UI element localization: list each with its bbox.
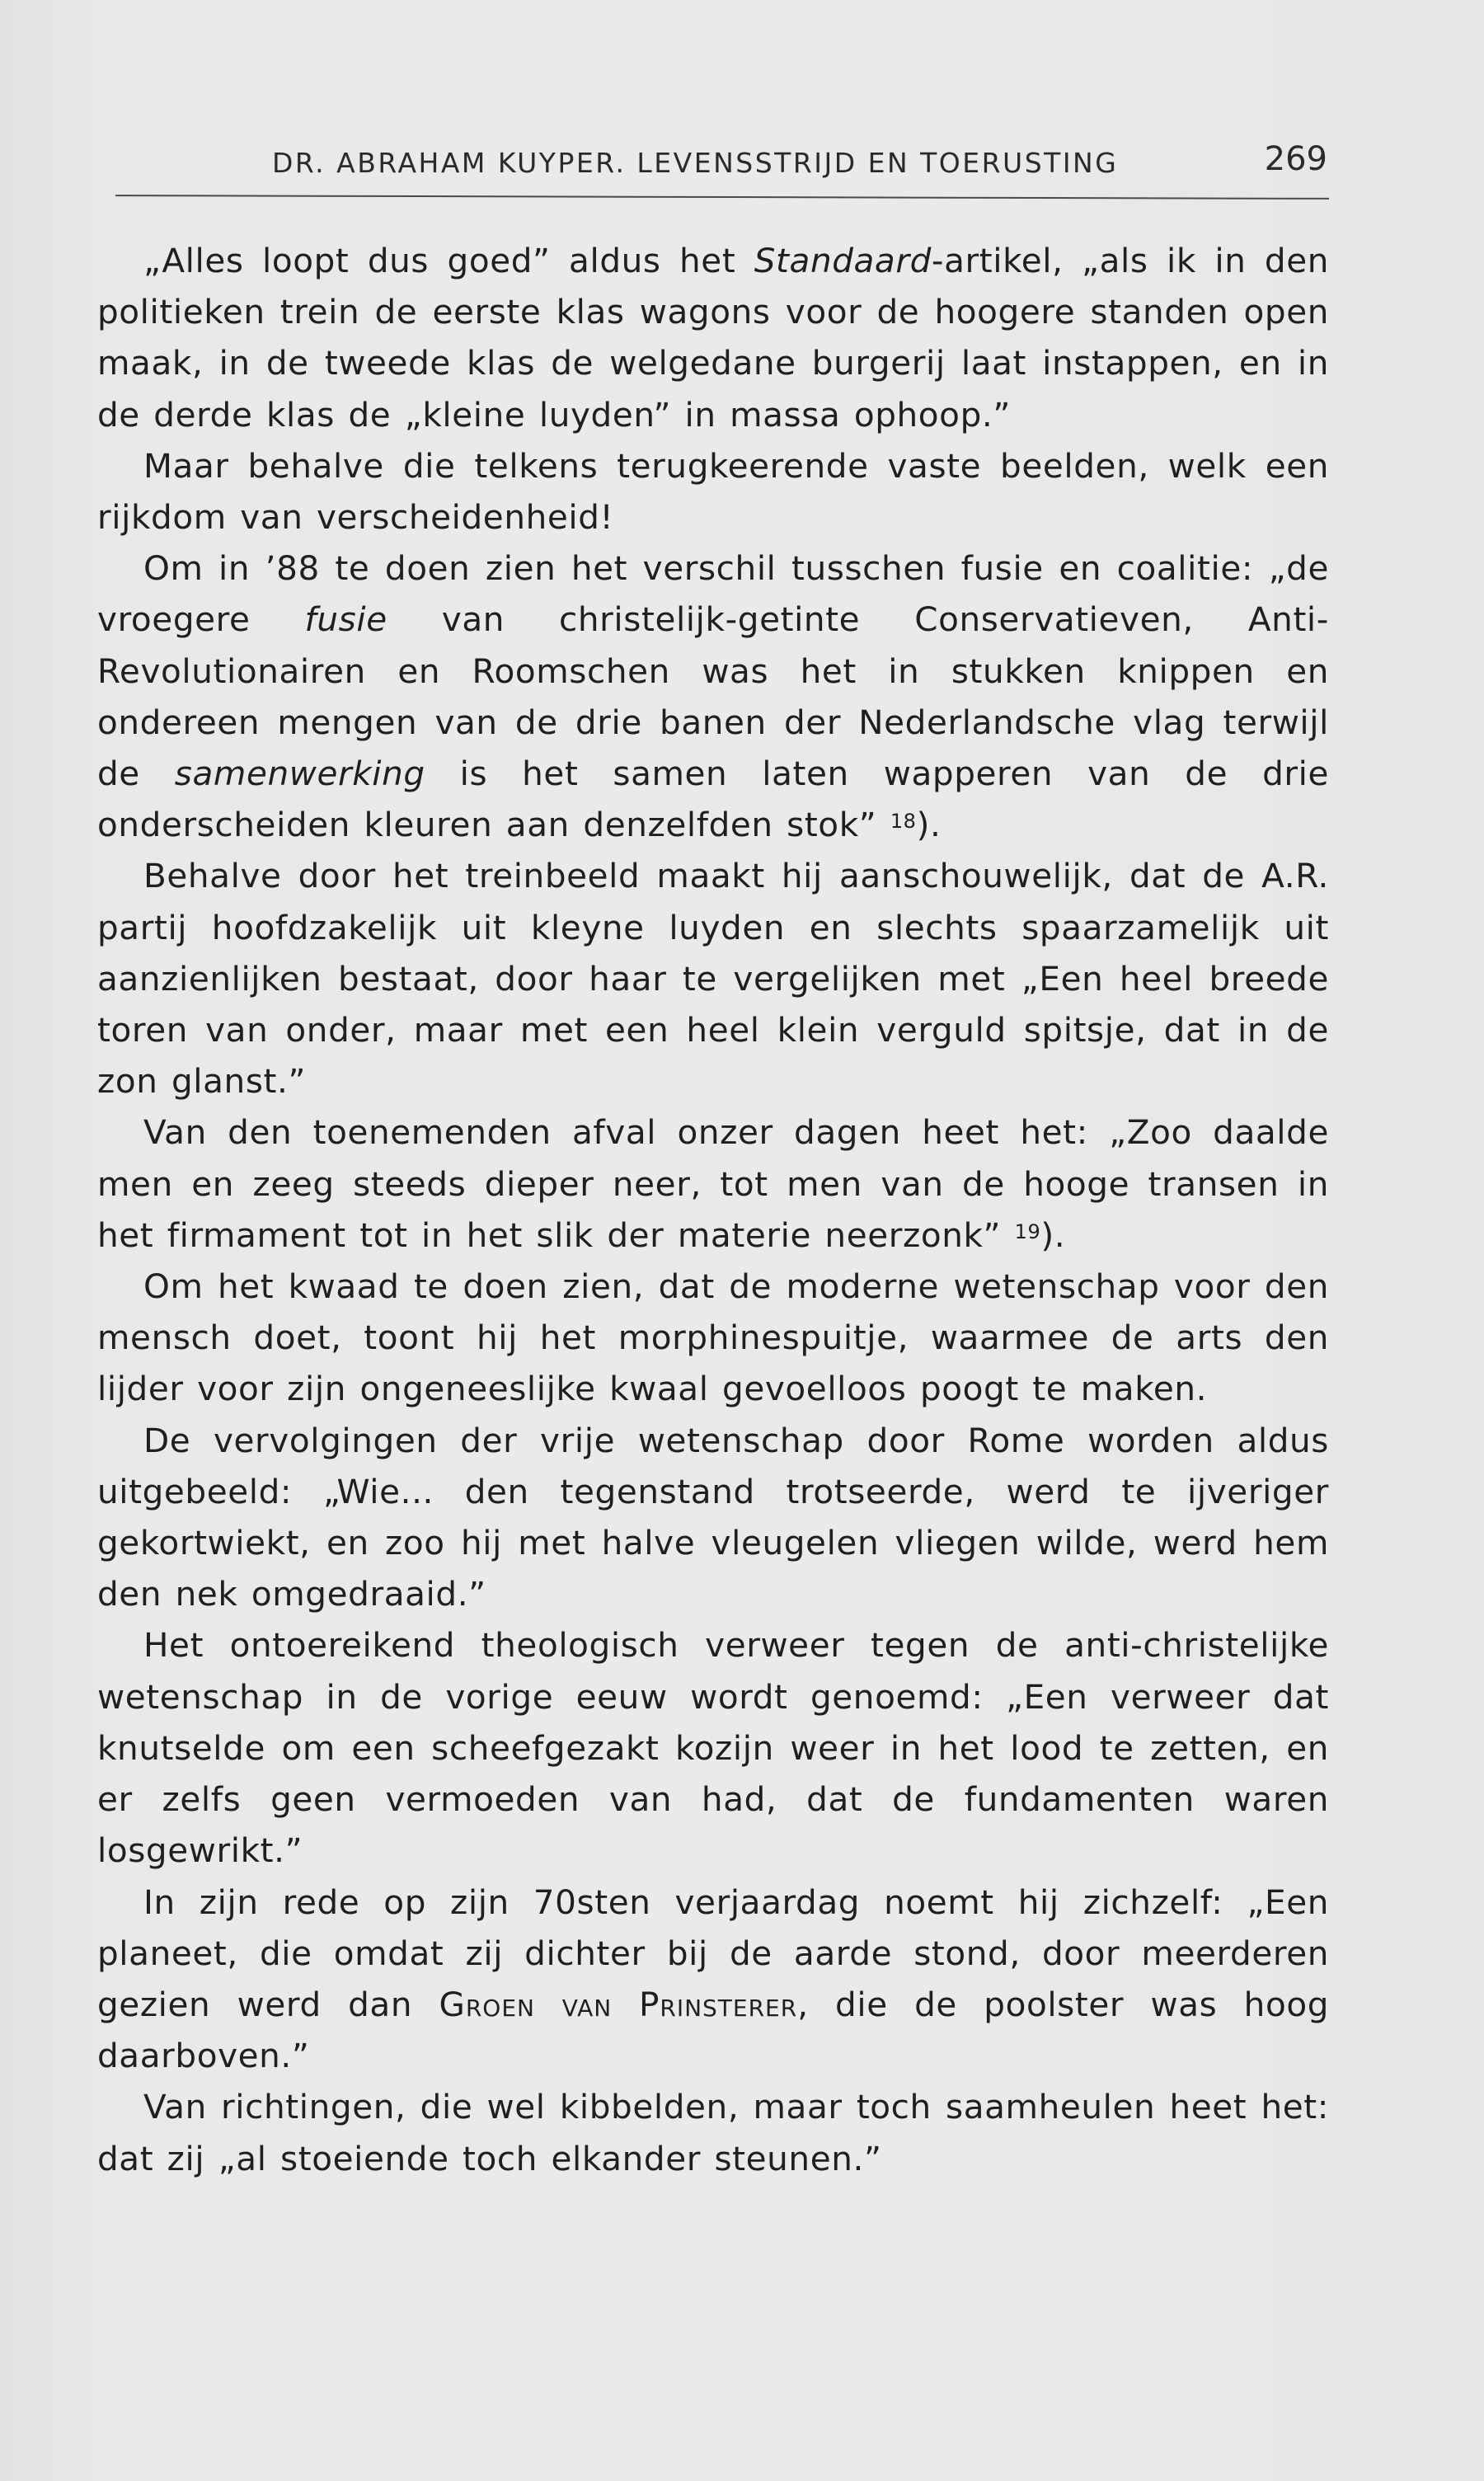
text-run: Van den toenemenden afval onzer dagen heet het: „Zoo daalde men en zeeg steeds dieper neer, tot men van de hooge transen in het firmament tot in het slik der materie neerzonk” bbox=[97, 1112, 1329, 1255]
page-header bbox=[115, 139, 1327, 188]
text-run: Van richtingen, die wel kibbelden, maar toch saamheulen heet het: dat zij „al stoeiende toch elkander steunen.” bbox=[97, 2087, 1329, 2178]
paragraph-6 bbox=[97, 1261, 1329, 1415]
paragraph-1 bbox=[97, 235, 1329, 440]
small-caps-name: Groen van Prinsterer bbox=[439, 1984, 798, 2024]
text-run: is het samen laten wapperen van de drie onderscheiden kleuren aan denzelfden stok” bbox=[97, 754, 1329, 845]
text-run: Behalve door het treinbeeld maakt hij aanschouwelijk, dat de A.R. partij hoofdzakelijk uit kleyne luyden en slechts spaarzamelijk uit aanzienlijken bestaat, door haar te vergelijken met „Een heel breede toren van onder, maar met een heel klein verguld spitsje, dat in de zon glanst.” bbox=[97, 856, 1329, 1102]
paragraph-5 bbox=[97, 1107, 1329, 1261]
italic-run: samenwerking bbox=[174, 754, 425, 794]
text-run: „Alles loopt dus goed” aldus het bbox=[143, 241, 754, 280]
text-run: Maar behalve die telkens terugkeerende vaste beelden, welk een rijkdom van verscheidenheid! bbox=[97, 445, 1329, 538]
page-number: 269 bbox=[1264, 140, 1327, 178]
paragraph-4 bbox=[97, 850, 1329, 1107]
text-run: De vervolgingen der vrije wetenschap door Rome worden aldus uitgebeeld: „Wie... den tegenstand trotseerde, werd te ijveriger gekortwiekt, en zoo hij met halve vleugelen vliegen wilde, werd hem den nek omgedraaid.” bbox=[97, 1420, 1329, 1614]
running-head: DR. ABRAHAM KUYPER. LEVENSSTRIJD EN TOERUSTING bbox=[272, 147, 1119, 179]
paragraph-7 bbox=[97, 1415, 1329, 1620]
text-run: -artikel, „als ik in den politieken trein de eerste klas wagons voor de hoogere standen open maak, in de tweede klas de welgedane burgerij laat instappen, en in de derde klas de „kleine luyden” in massa ophoop.” bbox=[97, 241, 1329, 435]
text-run: van christelijk-getinte Conservatieven, Anti-Revolutionairen en Roomschen was het in stukken knippen en ondereen mengen van de drie banen der Nederlandsche vlag terwijl de bbox=[97, 599, 1329, 794]
text-run: Om het kwaad te doen zien, dat de moderne wetenschap voor den mensch doet, toont hij het morphinespuitje, waarmee de arts den lijder voor zijn ongeneeslijke kwaal gevoelloos poogt te maken. bbox=[97, 1266, 1329, 1409]
paragraph-2 bbox=[97, 440, 1329, 543]
text-run: In zijn rede op zijn 70sten verjaardag noemt hij zichzelf: „Een planeet, die omdat zij dichter bij de aarde stond, door meerderen gezien werd dan bbox=[97, 1882, 1329, 2024]
italic-run: fusie bbox=[304, 599, 387, 640]
text-run: ). bbox=[1040, 1215, 1066, 1255]
footnote-ref: 18 bbox=[890, 810, 917, 834]
paragraph-8 bbox=[97, 1619, 1329, 1876]
paragraph-10 bbox=[97, 2081, 1329, 2183]
text-run: Het ontoereikend theologisch verweer tegen de anti-christelijke wetenschap in de vorige eeuw wordt genoemd: „Een verweer dat knutselde om een scheefgezakt kozijn weer in het lood te zetten, en er zelfs geen vermoeden van had, dat de fundamenten waren losgewrikt.” bbox=[97, 1625, 1329, 1871]
header-rule bbox=[115, 195, 1329, 200]
paragraph-3 bbox=[97, 543, 1329, 850]
text-run: ). bbox=[916, 805, 942, 845]
text-run: , die de poolster was hoog daarboven.” bbox=[97, 1984, 1330, 2076]
body-text bbox=[97, 235, 1329, 2184]
text-run: Om in ’88 te doen zien het verschil tusschen fusie en coalitie: „de vroegere bbox=[97, 548, 1329, 640]
footnote-ref: 19 bbox=[1014, 1219, 1041, 1243]
italic-run: Standaard bbox=[754, 241, 932, 280]
paragraph-9 bbox=[97, 1877, 1329, 2082]
